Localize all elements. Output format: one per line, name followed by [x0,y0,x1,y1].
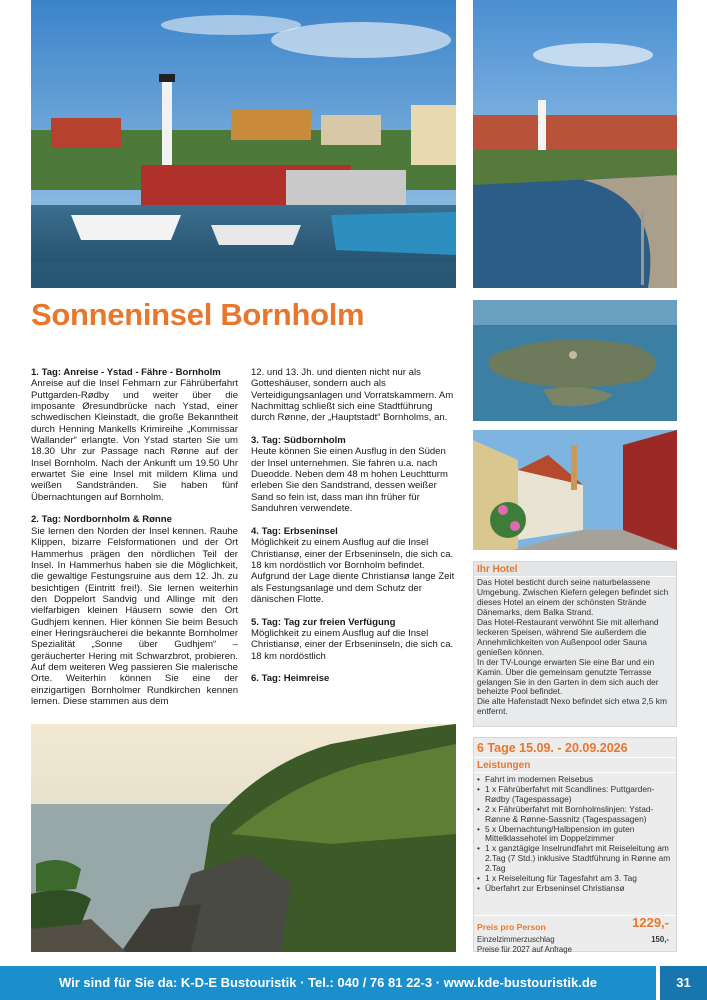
service-item: • 2 x Fährüberfahrt mit Bornholmslinjen: Ystad-Rønne & Rønne-Sassnitz (Tagespassagen) [485,805,673,825]
services-heading: Leistungen [474,758,676,773]
day-text: Heute können Sie einen Ausflug in den Süden der Insel unternehmen. Sie fahren u.a. nach Dueodde. Neben dem 48 m hohen Leuchtturm erleben Sie den Sandstrand, dessen weißer Sand so fein ist, dass man ihn früher für Sanduhren verwendete. [251,446,448,515]
day-heading: 4. Tag: Erbseninsel [251,525,338,537]
hotel-heading: Ihr Hotel [474,562,676,577]
price-value: 1229,- [632,915,669,930]
day-heading: 2. Tag: Nordbornholm & Rønne [31,514,172,526]
trip-dates: 6 Tage 15.09. - 20.09.2026 [474,738,676,758]
single-room-label: Einzelzimmerzuschlag [477,935,555,944]
day-heading: 5. Tag: Tag zur freien Verfügung [251,616,396,628]
day-text: Möglichkeit zu einem Ausflug auf die Insel Christiansø, einer der Erbseninseln, die sich ca. 18 km nordöstlich [251,627,454,662]
harbor-photo [31,0,456,288]
service-item: • 1 x ganztägige Inselrundfahrt mit Reiseleitung am 2.Tag (7 Std.) inklusive Stadtführung in Rønne am 2.Tag [485,844,673,874]
island-aerial-photo [473,300,677,421]
day-text: Möglichkeit zu einem Ausflug auf die Insel Christiansø, einer der Erbseninseln, die sich ca. 18 km nordöstlich vor Bornholm befindet. Aufgrund der Lage diente Christiansø lange Zeit als Festungsanlage und dem Schutz der dänischen Flotte. [251,537,455,605]
hotel-paragraph: Das Hotel-Restaurant verwöhnt Sie mit allerhand leckeren Speisen, während Sie außerdem die Annehmlichkeiten von Außenpool oder Sauna genießen können. [477,616,659,657]
service-item: • Überfahrt zur Erbseninsel Christiansø [485,884,673,894]
price-label: Preis pro Person [477,922,546,932]
day-text: Sie lernen den Norden der Insel kennen. Rauhe Klippen, bizarre Felsformationen und der Ort Hammerhus prägen den nördlichen Teil der Insel. In Hammerhus haben sie die Möglichkeit, die gewaltige Festungsruine aus dem 12. Jh. zu besichtigen (Eintritt frei!). Sie lernen weiterhin den Doppelort Sandvig und Allinge mit den vielfarbigen kleinen Häusern sowie den Ort Gudhjem kennen. Hier können Sie beim Besuch einer Heringsräucherei die bekannte Bornholmer Spezialität „Sonne über Gudhjem“ – geräucherter Hering mit Schwarzbrot, probieren. Auf dem weiteren Weg passieren Sie malerische Orte. Weiterhin können Sie eine der einzigartigen Bornholmer Rundkirchen kennen lernen. Diese stammen aus dem [31,525,238,707]
day-heading: 6. Tag: Heimreise [251,673,330,685]
single-room-value: 150,- [651,935,669,944]
page-number: 31 [660,966,707,1000]
day-text: 12. und 13. Jh. und dienten nicht nur als Gotteshäuser, sondern auch als Verteidigungsanlagen und Vorratskammern. Am Nachmittag schließt sich eine Stadtführung durch Rønne, der „Hauptstadt“ Bornholms, an. [251,367,454,424]
footer-bar: Wir sind für Sie da: K-D-E Bustouristik · Tel.: 040 / 76 81 22-3 · www.kde-bustouristik.de [0,966,656,1000]
price-section [474,915,676,955]
hotel-paragraph: In der TV-Lounge erwarten Sie eine Bar und ein Kamin. Über die gemeinsam genutzte Terrasse gelangen Sie in den Garten in dem sich auch der beheizte Pool befindet. [477,656,659,697]
service-item: • 5 x Übernachtung/Halbpension im guten Mittelklassehotel im Doppelzimmer [485,825,673,845]
article-column-1 [31,367,238,707]
day-heading: 1. Tag: Anreise - Ystad - Fähre - Bornholm [31,367,221,378]
service-item: • 1 x Reiseleitung für Tagesfahrt am 3. Tag [485,874,673,884]
day-text: Anreise auf die Insel Fehmarn zur Fährüberfahrt Puttgarden-Rødby und weiter über die imposante Øresundbrücke nach Ystad, einer schwedischen Kleinstadt, die große Bekanntheit durch Henning Mankells Krimireihe „Kommissar Wallander“ erlangte. Von Ystad starten Sie um 18.30 Uhr zur Passage nach Rønne auf der Insel Bornholm. Nach der Ankunft um 19.50 Uhr erwartet Sie eine Insel mit mildem Klima und weißen Sandstränden. Sie haben fünf Übernachtungen auf Bornholm. [31,378,238,503]
page-title: Sonneninsel Bornholm [31,297,365,332]
coastline-cliffs-photo [31,724,456,952]
services-list [474,775,676,894]
village-street-photo [473,430,677,550]
hotel-box [473,561,677,727]
day-heading: 3. Tag: Südbornholm [251,435,346,447]
article-column-2 [251,367,458,685]
service-item: • 1 x Fährüberfahrt mit Scandlines: Puttgarden-Rødby (Tagespassage) [485,785,673,805]
trip-info-box [473,737,677,952]
hotel-paragraph: Die alte Hafenstadt Nexo befindet sich etwa 2,5 km entfernt. [477,696,667,717]
price-note: Preise für 2027 auf Anfrage [477,944,572,954]
service-item: • Fahrt im modernen Reisebus [485,775,673,785]
lighthouse-coast-photo [473,0,677,288]
hotel-paragraph: Das Hotel besticht durch seine naturbelassene Umgebung. Zwischen Kiefern gelegen befindet sich dieses Hotel an einem der schönsten Strände Dänemarks, dem Balka Strand. [477,577,669,617]
